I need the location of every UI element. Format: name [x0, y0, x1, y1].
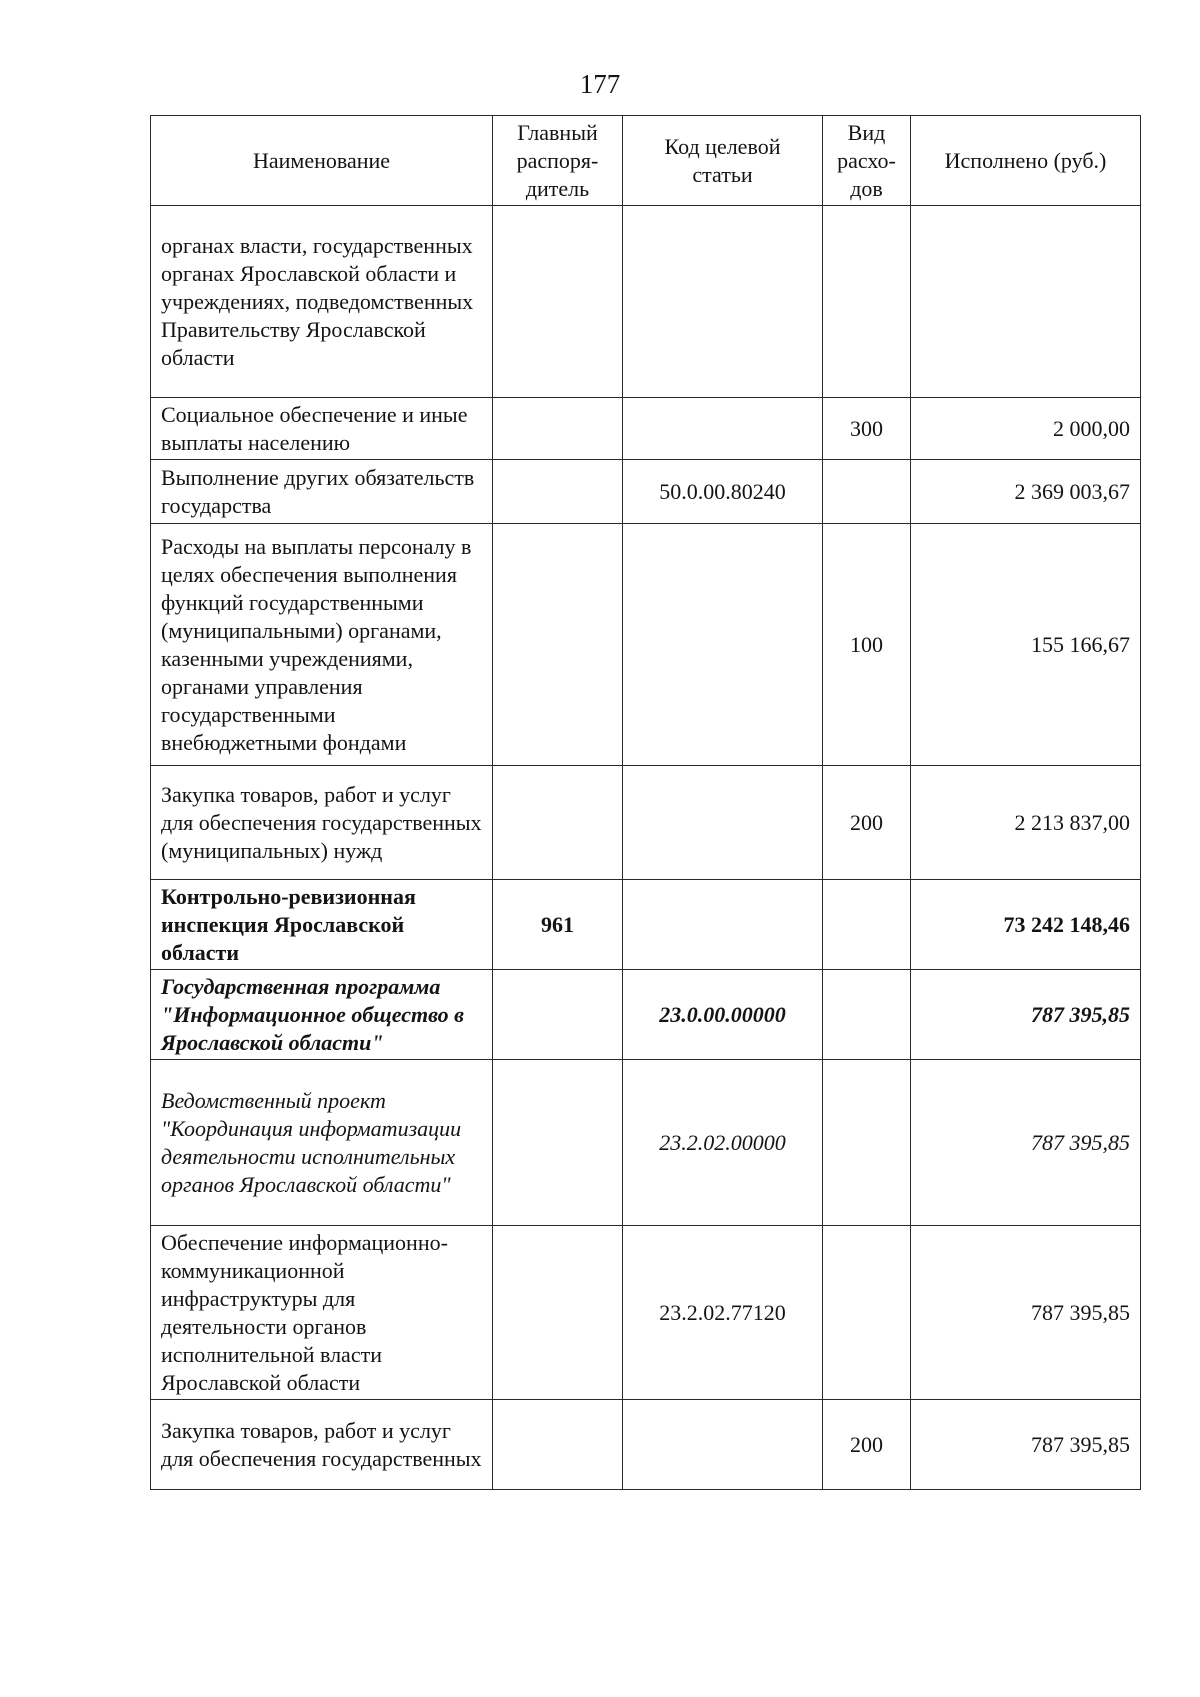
row-code [623, 1400, 823, 1490]
row-name: Закупка товаров, работ и услуг для обеспечения государственных [151, 1400, 493, 1490]
row-chief [493, 460, 623, 524]
row-chief [493, 766, 623, 880]
table-row [151, 880, 1141, 970]
row-amount: 787 395,85 [911, 1226, 1141, 1400]
row-chief [493, 524, 623, 766]
row-code: 23.2.02.77120 [623, 1226, 823, 1400]
row-amount: 2 213 837,00 [911, 766, 1141, 880]
row-name: Ведомственный проект "Координация информатизации деятельности исполнительных органов Ярославской области" [151, 1060, 493, 1226]
table-row [151, 970, 1141, 1060]
row-kind [823, 206, 911, 398]
row-amount: 155 166,67 [911, 524, 1141, 766]
row-name: Закупка товаров, работ и услуг для обеспечения государственных (муниципальных) нужд [151, 766, 493, 880]
row-name: Обеспечение информационно-коммуникационной инфраструктуры для деятельности органов исполнительной власти Ярославской области [151, 1226, 493, 1400]
row-chief [493, 970, 623, 1060]
row-kind [823, 970, 911, 1060]
row-chief [493, 206, 623, 398]
page-number: 177 [579, 69, 621, 99]
table-row [151, 524, 1141, 766]
row-code [623, 524, 823, 766]
row-kind [823, 1060, 911, 1226]
header-expense-type: Вид расхо-дов [823, 116, 911, 206]
table-row [151, 206, 1141, 398]
table-row [151, 1060, 1141, 1226]
row-name: Выполнение других обязательств государства [151, 460, 493, 524]
table-row [151, 766, 1141, 880]
row-code [623, 880, 823, 970]
row-code: 50.0.00.80240 [623, 460, 823, 524]
table-row [151, 1400, 1141, 1490]
header-name: Наименование [151, 116, 493, 206]
row-chief [493, 1226, 623, 1400]
row-code: 23.2.02.00000 [623, 1060, 823, 1226]
row-amount: 787 395,85 [911, 1400, 1141, 1490]
row-chief [493, 398, 623, 460]
row-kind: 100 [823, 524, 911, 766]
row-amount: 2 369 003,67 [911, 460, 1141, 524]
row-kind [823, 1226, 911, 1400]
row-chief: 961 [493, 880, 623, 970]
row-kind: 200 [823, 1400, 911, 1490]
row-amount: 787 395,85 [911, 970, 1141, 1060]
row-name: Контрольно-ревизионная инспекция Ярославской области [151, 880, 493, 970]
row-code [623, 398, 823, 460]
row-amount [911, 206, 1141, 398]
row-chief [493, 1060, 623, 1226]
row-code [623, 766, 823, 880]
row-kind [823, 460, 911, 524]
header-chief-manager: Главный распоря-дитель [493, 116, 623, 206]
budget-execution-table [150, 115, 1141, 1490]
table-row [151, 398, 1141, 460]
row-amount: 2 000,00 [911, 398, 1141, 460]
row-kind: 200 [823, 766, 911, 880]
row-amount: 73 242 148,46 [911, 880, 1141, 970]
row-name: Социальное обеспечение и иные выплаты населению [151, 398, 493, 460]
table-row [151, 1226, 1141, 1400]
row-kind: 300 [823, 398, 911, 460]
row-name: Государственная программа "Информационное общество в Ярославской области" [151, 970, 493, 1060]
row-code [623, 206, 823, 398]
header-executed-amount: Исполнено (руб.) [911, 116, 1141, 206]
row-code: 23.0.00.00000 [623, 970, 823, 1060]
table-row [151, 460, 1141, 524]
header-target-code: Код целевой статьи [623, 116, 823, 206]
row-kind [823, 880, 911, 970]
table-header-row [151, 116, 1141, 206]
row-amount: 787 395,85 [911, 1060, 1141, 1226]
row-name: органах власти, государственных органах Ярославской области и учреждениях, подведомственных Правительству Ярославской области [151, 206, 493, 398]
row-name: Расходы на выплаты персоналу в целях обеспечения выполнения функций государственными (муниципальными) органами, казенными учреждениями, органами управления государственными внебюджетными фондами [151, 524, 493, 766]
row-chief [493, 1400, 623, 1490]
